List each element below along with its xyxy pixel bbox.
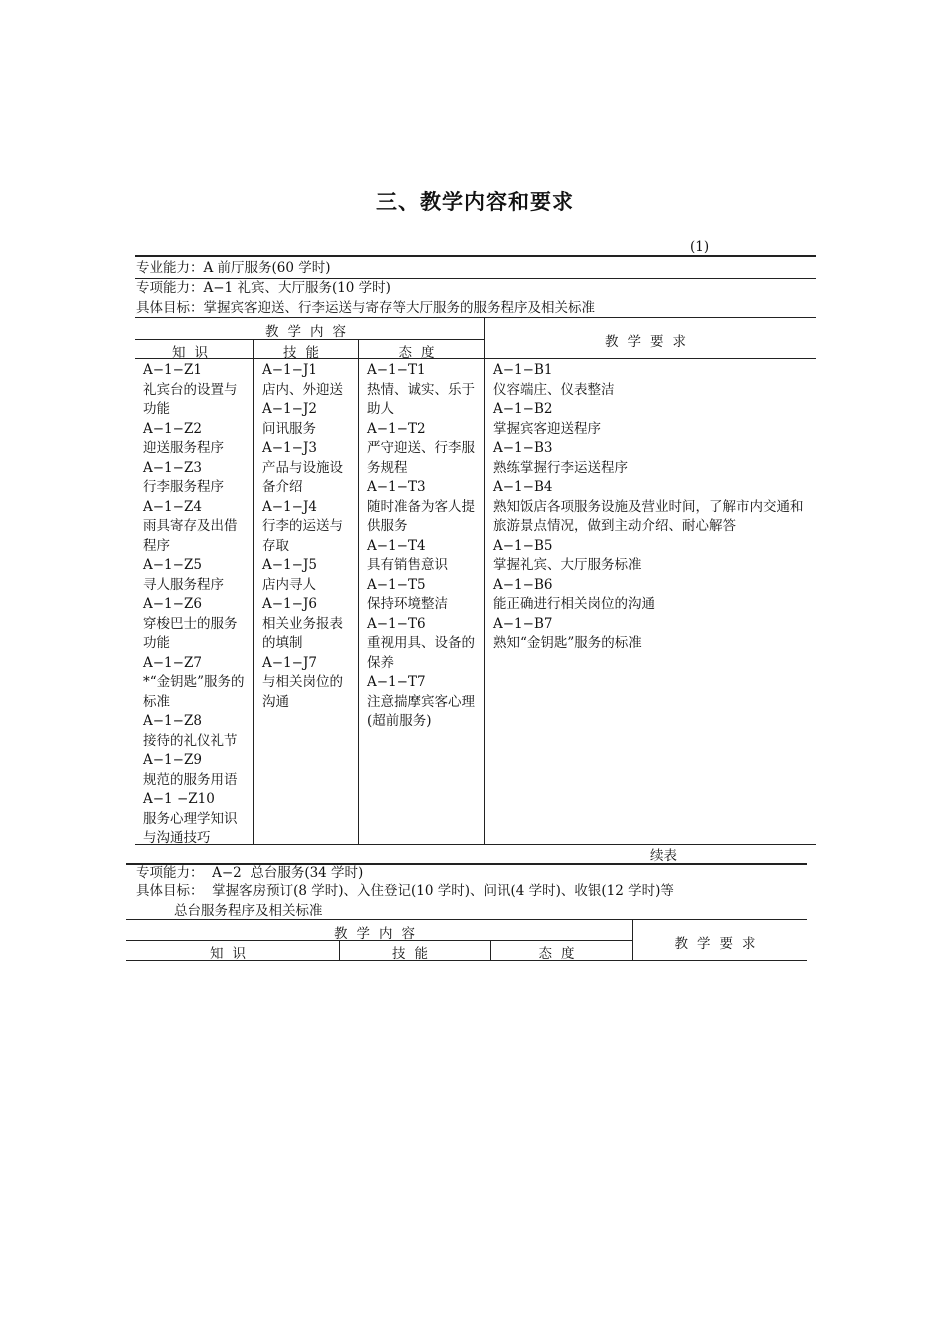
yaoqiu-entry: 熟知饭店各项服务设施及营业时间，了解市内交通和旅游景点情况，做到主动介绍、耐心解答 [493,498,804,534]
taidu-entry: 注意揣摩宾客心理(超前服务) [367,693,475,729]
zhishi-entry: 服务心理学知识与沟通技巧 [143,810,238,846]
jineng-entry: 店内寻人 [262,576,316,593]
zhishi-entry: A−1−Z3 [143,459,202,476]
taidu-entry: A−1−T3 [367,479,426,495]
yaoqiu-entry: A−1−B4 [493,479,553,495]
zhishi-entry: 行李服务程序 [143,479,224,495]
jineng-entry: A−1−J3 [262,440,317,456]
zhishi-entry: A−1 −Z10 [143,791,215,807]
column-separator [358,339,359,844]
yaoqiu-entry: A−1−B1 [493,362,553,378]
header-attitude: 态度 [538,946,584,962]
column-separator [253,339,254,844]
jineng-entry: 问讯服务 [262,420,316,437]
header-divider [126,940,632,941]
yaoqiu-entry: 能正确进行相关岗位的沟通 [493,596,655,612]
taidu-entry: 热情、诚实、乐于助人 [367,381,475,417]
header-teaching-content: 教学内容 [265,324,355,340]
yaoqiu-entry: 熟练掌握行李运送程序 [493,459,628,476]
jineng-entry: A−1−J7 [262,654,317,671]
zhishi-entry: A−1−Z6 [143,596,202,612]
zhishi-entry: 雨具寄存及出借程序 [143,518,238,554]
specific-goal: 具体目标：掌握宾客迎送、行李运送与寄存等大厅服务的服务程序及相关标准 [136,300,595,316]
zhishi-entry: A−1−Z9 [143,752,202,768]
zhishi-entry: 迎送服务程序 [143,440,224,456]
jineng-entry: A−1−J1 [262,362,317,378]
taidu-entry: 随时准备为客人提供服务 [367,498,475,534]
jineng-entry: A−1−J5 [262,557,317,573]
taidu-entry: A−1−T7 [367,674,426,690]
column-separator [484,317,485,844]
skills-column [262,361,354,712]
taidu-entry: 具有销售意识 [367,557,448,573]
jineng-entry: A−1−J4 [262,498,317,515]
zhishi-entry: 规范的服务用语 [143,771,238,788]
jineng-entry: A−1−J2 [262,401,317,417]
yaoqiu-entry: A−1−B5 [493,537,553,554]
yaoqiu-entry: 掌握宾客迎送程序 [493,420,601,437]
header-teaching-requirements: 教学要求 [674,936,765,952]
zhishi-entry: A−1−Z4 [143,498,202,515]
header-bottom-border [135,358,816,359]
yaoqiu-entry: 仪容端庄、仪表整洁 [493,381,615,398]
yaoqiu-entry: A−1−B7 [493,615,553,632]
taidu-entry: 保持环境整洁 [367,596,448,612]
zhishi-entry: 寻人服务程序 [143,576,224,593]
zhishi-entry: 礼宾台的设置与功能 [143,381,238,417]
header-teaching-content: 教学内容 [334,926,424,942]
table-bottom-border [126,960,807,961]
header-teaching-requirements: 教学要求 [605,334,695,350]
specific-goal: 具体目标： 掌握客房预订(8 学时)、入住登记(10 学时)、问讯(4 学时)、收银(12 学时)等 [136,883,674,899]
header-divider [135,339,484,340]
table-top-border [135,255,816,257]
requirements-column [493,361,811,654]
specific-goal-continued: 总台服务程序及相关标准 [174,903,323,919]
taidu-entry: A−1−T1 [367,362,426,378]
special-ability: 专项能力： A−2 总台服务(34 学时) [136,865,364,881]
zhishi-entry: 接待的礼仪礼节 [143,732,238,749]
header-attitude: 态度 [398,345,444,361]
page-title: 三、教学内容和要求 [376,190,574,214]
column-separator [632,919,633,960]
row-divider [126,919,807,920]
attitude-column [367,361,479,732]
special-ability: 专项能力：A−1 礼宾、大厅服务(10 学时) [136,280,391,296]
yaoqiu-entry: A−1−B2 [493,401,553,417]
taidu-entry: 严守迎送、行李服务规程 [367,440,475,476]
jineng-entry: 与相关岗位的沟通 [262,674,343,710]
zhishi-entry: *“金钥匙”服务的标准 [143,674,245,710]
zhishi-entry: A−1−Z7 [143,654,202,671]
jineng-entry: A−1−J6 [262,596,317,612]
taidu-entry: A−1−T2 [367,420,426,437]
continued-label: 续表 [650,848,677,864]
taidu-entry: A−1−T5 [367,576,426,593]
header-skills: 技能 [283,345,328,361]
jineng-entry: 产品与设施设备介绍 [262,459,343,495]
header-skills: 技能 [392,946,437,962]
zhishi-entry: 穿梭巴士的服务功能 [143,615,238,651]
column-separator [339,940,340,960]
header-knowledge: 知识 [172,345,217,361]
jineng-entry: 行李的运送与存取 [262,518,343,554]
zhishi-entry: A−1−Z8 [143,713,202,729]
taidu-entry: A−1−T4 [367,537,426,554]
zhishi-entry: A−1−Z5 [143,557,202,573]
yaoqiu-entry: A−1−B6 [493,576,553,593]
zhishi-entry: A−1−Z1 [143,362,202,378]
zhishi-entry: A−1−Z2 [143,420,202,437]
taidu-entry: 重视用具、设备的保养 [367,635,475,671]
yaoqiu-entry: 熟知“金钥匙”服务的标准 [493,635,642,651]
knowledge-column [143,361,249,849]
yaoqiu-entry: 掌握礼宾、大厅服务标准 [493,557,642,573]
jineng-entry: 店内、外迎送 [262,381,343,398]
taidu-entry: A−1−T6 [367,615,426,632]
professional-ability: 专业能力：A 前厅服务(60 学时) [136,260,331,276]
jineng-entry: 相关业务报表的填制 [262,615,343,651]
row-divider [135,317,816,318]
table-number: (1) [690,239,710,255]
header-knowledge: 知识 [210,946,255,962]
yaoqiu-entry: A−1−B3 [493,440,553,456]
column-separator [490,940,491,960]
table-bottom-border [135,844,816,845]
